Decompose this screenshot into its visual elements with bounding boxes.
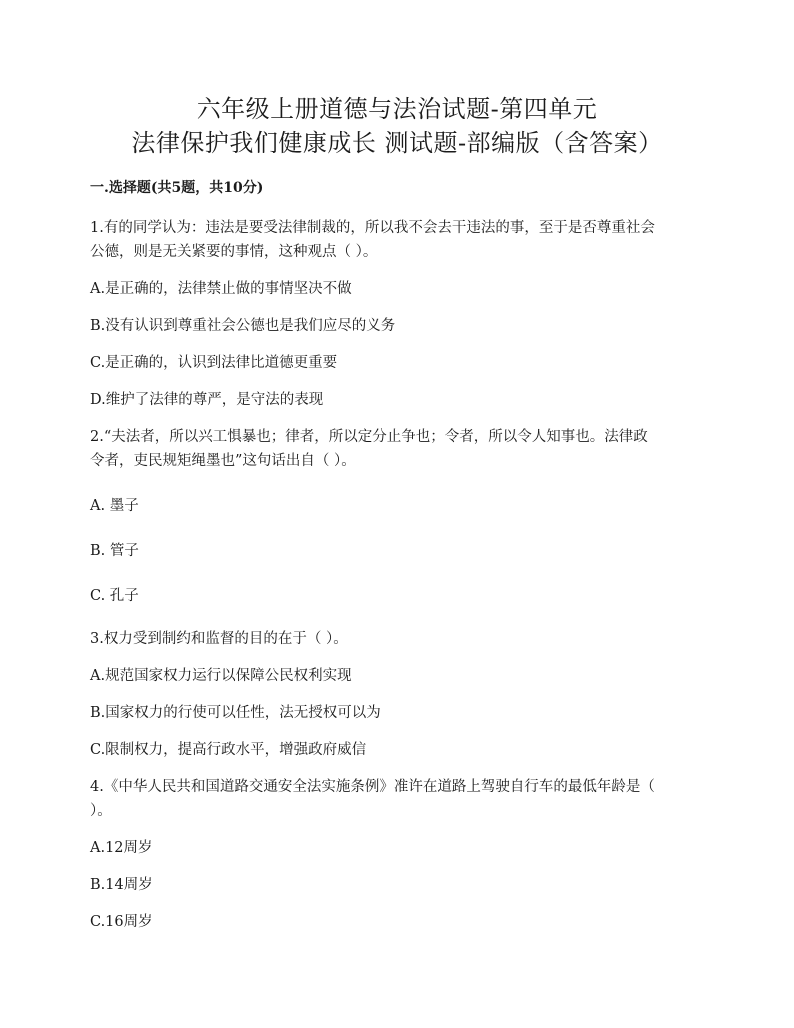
section-heading: 一.选择题(共5题，共10分) bbox=[90, 180, 264, 196]
question-4-option-a: A.12周岁 bbox=[90, 840, 153, 856]
question-1-option-c: C.是正确的，认识到法律比道德更重要 bbox=[90, 355, 338, 371]
question-2-option-b: B. 管子 bbox=[90, 543, 139, 559]
question-1-option-d: D.维护了法律的尊严，是守法的表现 bbox=[90, 392, 324, 408]
question-2-option-c: C. 孔子 bbox=[90, 588, 139, 604]
question-1-option-b: B.没有认识到尊重社会公德也是我们应尽的义务 bbox=[90, 318, 396, 334]
question-4-option-b: B.14周岁 bbox=[90, 877, 153, 893]
question-4-text-line1: 4.《中华人民共和国道路交通安全法实施条例》准许在道路上驾驶自行车的最低年龄是（ bbox=[90, 779, 655, 795]
question-2-text-line1: 2.“夫法者，所以兴工惧暴也；律者，所以定分止争也；令者，所以令人知事也。法律政 bbox=[90, 429, 648, 445]
question-1-text-line2: 公德，则是无关紧要的事情，这种观点（ ）。 bbox=[90, 244, 378, 260]
question-2-option-a: A. 墨子 bbox=[90, 498, 139, 514]
document-title-line1: 六年级上册道德与法治试题-第四单元 bbox=[196, 95, 598, 123]
question-4-option-c: C.16周岁 bbox=[90, 914, 153, 930]
question-3-option-a: A.规范国家权力运行以保障公民权利实现 bbox=[90, 668, 352, 684]
question-4-text-line2: ）。 bbox=[90, 803, 112, 819]
question-3-text-line1: 3.权力受到制约和监督的目的在于（ ）。 bbox=[90, 631, 348, 647]
document-title-line2: 法律保护我们健康成长 测试题-部编版（含答案） bbox=[131, 129, 663, 157]
question-3-option-c: C.限制权力，提高行政水平，增强政府威信 bbox=[90, 742, 367, 758]
question-1-text-line1: 1.有的同学认为：违法是要受法律制裁的，所以我不会去干违法的事，至于是否尊重社会 bbox=[90, 220, 655, 236]
question-1 bbox=[90, 216, 704, 264]
question-4 bbox=[90, 775, 704, 823]
question-1-option-a: A.是正确的，法律禁止做的事情坚决不做 bbox=[90, 281, 352, 297]
question-3-option-b: B.国家权力的行使可以任性，法无授权可以为 bbox=[90, 705, 381, 721]
question-3 bbox=[90, 627, 704, 651]
question-2 bbox=[90, 425, 704, 473]
question-2-text-line2: 令者，吏民规矩绳墨也”这句话出自（ ）。 bbox=[90, 453, 356, 469]
